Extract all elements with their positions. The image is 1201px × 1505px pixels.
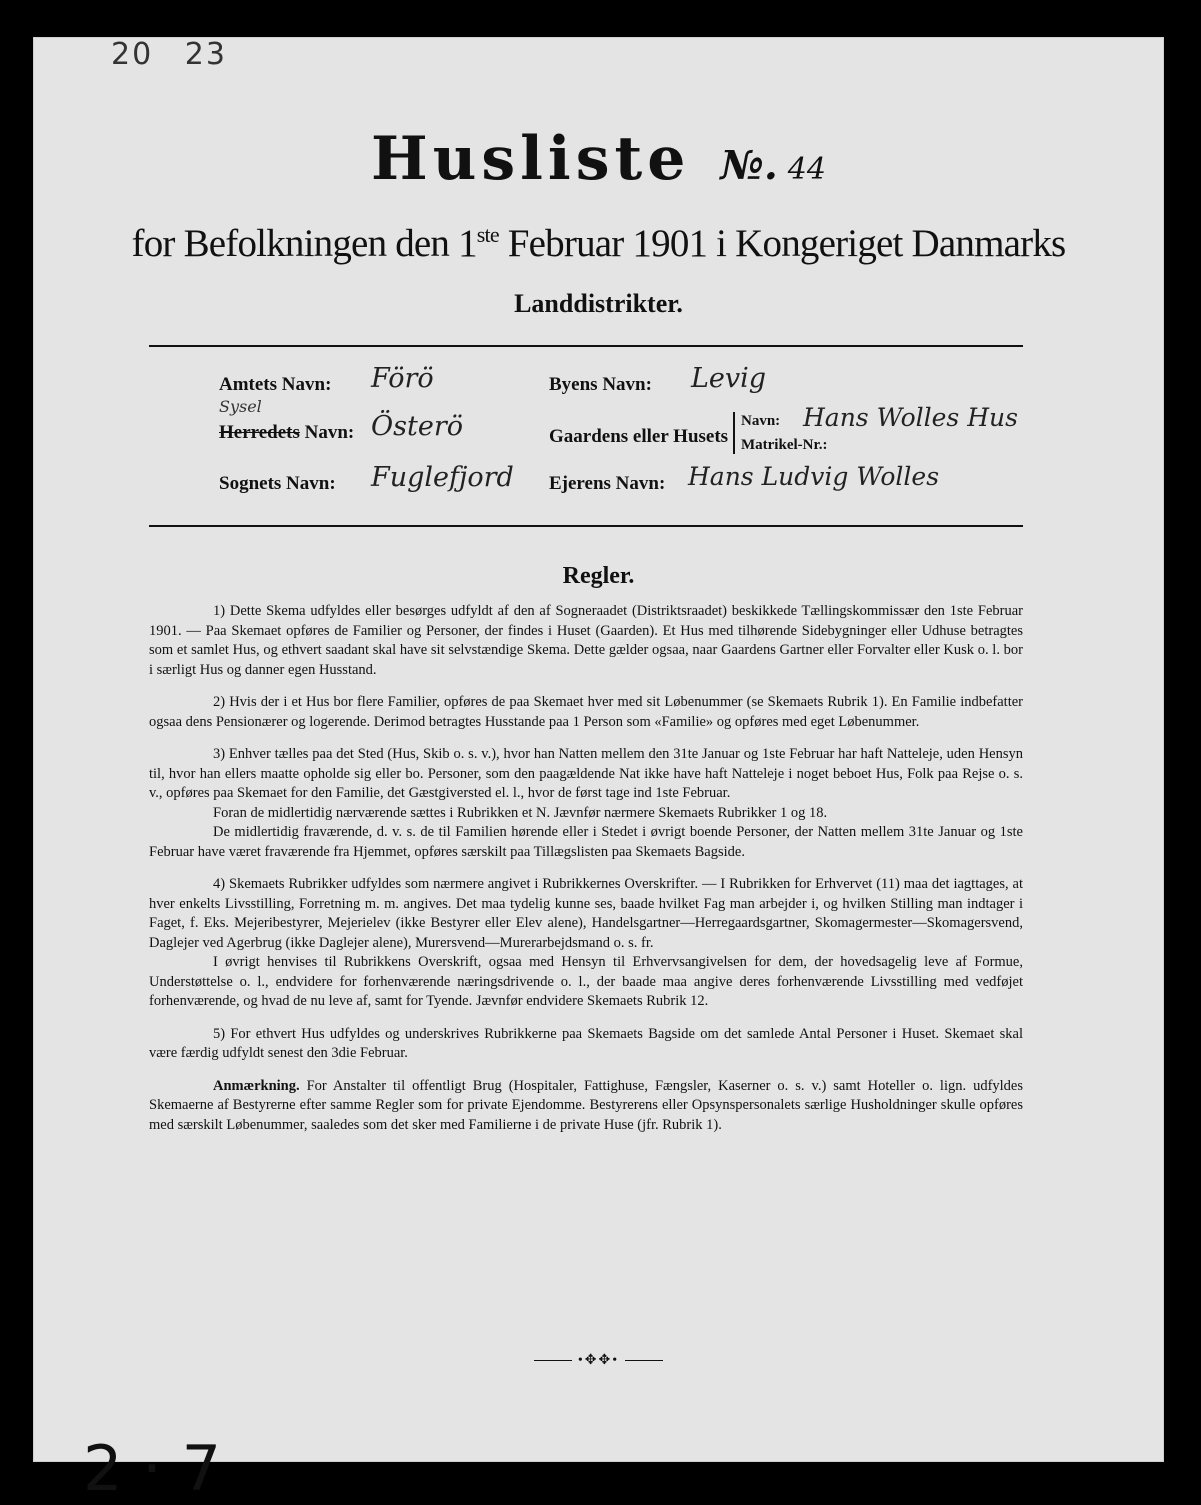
- rule-2: 2) Hvis der i et Hus bor flere Familier, opføres de paa Skemaet hver med sit Løbenummer (se Skemaets Rubrik 1). En Familie indbefatter ogsaa dens Pensionærer og logerende. Derimod betragtes Husstande paa 1 Person som «Familie» og opføres med eget Løbenummer.: [149, 694, 1023, 730]
- ornament-line-right: [625, 1360, 663, 1361]
- rule-4-continued: I øvrigt henvises til Rubrikkens Overskrift, ogsaa med Hensyn til Erhvervsangivelsen for dem, der hovedsagelig leve af Formue, Understøttelse o. l., endvidere for forhenværende næringsdrivende o. l., der baade maa angive deres forhenværende Livsstilling med vedføjet forhenværende, og hvad de nu leve af, samt for Tyende. Jævnfør endvidere Skemaets Rubrik 12.: [149, 954, 1023, 1009]
- subtitle-after: Februar 1901 i Kongeriget Danmarks: [498, 222, 1066, 265]
- divider-bottom: [149, 525, 1023, 527]
- gaard-label: Gaardens eller Husets: [549, 426, 729, 447]
- herred-label: [219, 422, 354, 444]
- archive-number-1: 20: [111, 37, 154, 72]
- rules-body: [149, 602, 1023, 1148]
- end-ornament: [33, 1352, 1164, 1369]
- annotation-text: For Anstalter til offentligt Brug (Hospitaler, Fattighuse, Fængsler, Kaserner o. s. v.) samt Hoteller o. lign. udfyldes Skemaerne af Bestyrerne efter samme Regler som for private Ejendomme. Bestyrerens eller Opsynspersonalets særlige Husholdninger skulle opføres med særskilt Løbenummer, saaledes som det sker med Familierne i de private Huse (jfr. Rubrik 1).: [149, 1077, 1023, 1133]
- number-sign: №.: [720, 142, 778, 189]
- ornament-line-left: [534, 1360, 572, 1361]
- amt-value: Förö: [371, 363, 434, 394]
- rule-3: 3) Enhver tælles paa det Sted (Hus, Skib o. s. v.), hvor han Natten mellem den 31te Januar og 1ste Februar har haft Natteleje, uden Hensyn til, hvor han ellers maatte opholde sig eller bo. Personer, som den paagældende Nat ikke have haft Natteleje i noget beboet Hus, Folk paa Rejse o. s. v., opføres paa Skemaet for den Familie, det Gæstgiversted el. l., hvor de først tage ind 1ste Februar.: [149, 746, 1023, 801]
- divider-top: [149, 345, 1023, 347]
- list-number: 44: [787, 152, 826, 187]
- amt-label: Amtets Navn:: [219, 374, 332, 395]
- rule-5: 5) For ethvert Hus udfyldes og underskrives Rubrikkerne paa Skemaets Bagside om det samlede Antal Personer i Huset. Skemaet skal være færdig udfyldt senest den 3die Februar.: [149, 1025, 1023, 1061]
- handwritten-bottom-mark: 2 · 7: [83, 1432, 222, 1505]
- corner-archive-numbers: [111, 37, 247, 72]
- herred-struck-word: Herredets: [219, 422, 300, 443]
- region-heading: Landdistrikter.: [514, 289, 683, 318]
- herred-handwritten-above: Sysel: [219, 397, 262, 416]
- rules-heading: Regler.: [562, 563, 635, 589]
- rule-3-foran: Foran de midlertidig nærværende sættes i Rubrikken et N. Jævnfør nærmere Skemaets Rubrikker 1 og 18.: [213, 804, 828, 821]
- rule-1: 1) Dette Skema udfyldes eller besørges udfyldt af den af Sogneraadet (Distriktsraadet) beskikkede Tællingskommissær den 1ste Februar 1901. — Paa Skemaet opføres de Familier og Personer, der findes i Huset (Gaarden). Et Hus med tilhørende Sidebygninger eller Udhuse betragtes som et samlet Hus, og ethvert saadant skal have sit selvstændige Skema. Dette gælder ogsaa, naar Gaardens Gartner eller Forvalter eller Kusk o. l. bor i særligt Hus og danner egen Husstand.: [149, 603, 1023, 678]
- subtitle-superscript: ste: [476, 222, 499, 247]
- ornament-glyph: •✥✥•: [577, 1353, 620, 1368]
- annotation-label: Anmærkning.: [213, 1077, 300, 1094]
- archive-number-2: 23: [184, 37, 227, 72]
- annotation-note: [149, 1077, 1023, 1136]
- title-text: Husliste: [371, 124, 691, 194]
- subtitle-before: for Befolkningen den 1: [131, 222, 477, 265]
- census-form-page: [33, 37, 1164, 1505]
- by-value: Levig: [691, 363, 767, 394]
- rule-4: 4) Skemaets Rubrikker udfyldes som nærmere angivet i Rubrikkernes Overskrifter. — I Rubrikken for Erhvervet (11) maa det iagttages, at hver enkelts Livsstilling, Forretning m. m. angives. Det maa tydelig kunne ses, baade hvilket Fag man arbejder i, og hvilken Stilling man indtager i Faget, f. Eks. Mejeribestyrer, Mejerielev (ikke Bestyrer eller Elev alene), Handelsgartner—Herregaardsgartner, Skomagermester—Skomagersvend, Daglejer ved Agerbrug (ikke Daglejer alene), Murersvend—Murerarbejdsmand o. s. fr.: [149, 876, 1023, 951]
- ejer-label: Ejerens Navn:: [549, 473, 666, 494]
- sogn-value: Fuglefjord: [371, 462, 514, 493]
- gaard-brace: [733, 412, 735, 454]
- by-label: Byens Navn:: [549, 374, 652, 395]
- gaard-navn-value: Hans Wolles Hus: [803, 403, 1018, 432]
- matrikel-label: Matrikel-Nr.:: [741, 437, 828, 453]
- herred-value: Österö: [371, 411, 463, 442]
- gaard-navn-label: Navn:: [741, 413, 781, 429]
- form-title: [33, 124, 1164, 194]
- sogn-label: Sognets Navn:: [219, 473, 336, 494]
- ejer-value: Hans Ludvig Wolles: [688, 462, 940, 491]
- herred-suffix: Navn:: [299, 422, 355, 443]
- form-subtitle: [33, 221, 1164, 266]
- rule-3-fravaerende: De midlertidig fraværende, d. v. s. de til Familien hørende eller i Stedet i øvrigt boende Personer, der Natten mellem 31te Januar og 1ste Februar have været fraværende fra Hjemmet, opføres særskilt paa Tillægslisten paa Skemaets Bagside.: [149, 824, 1023, 860]
